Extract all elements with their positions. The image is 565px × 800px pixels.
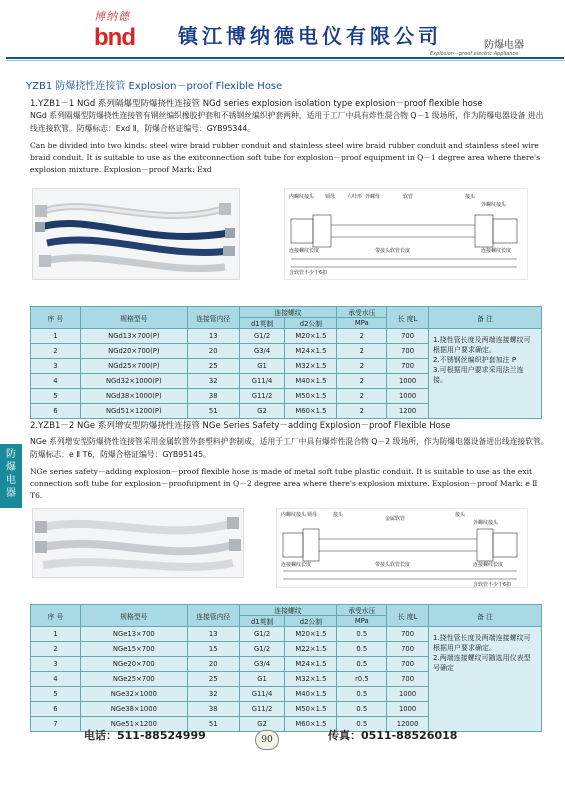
cell-seq: 1	[31, 627, 81, 642]
cell-d1: G1/2	[239, 329, 285, 344]
cell-mpa: 0.5	[337, 627, 387, 642]
table-row	[31, 627, 542, 642]
cell-dia: 32	[187, 687, 239, 702]
cell-len: 1000	[387, 374, 429, 389]
part2-paragraph-cn: NGe 系列增安型防爆挠性连接管采用金属软管外套塑料护套制成，适用于工厂中具有爆炸性混合物 Q－2 级场所，作为防爆电器设备进出线连接软管。防爆标志：e Ⅱ T6，防爆合格证编号：GYB95145。	[30, 437, 549, 459]
cell-len: 700	[387, 359, 429, 374]
header-divider-thin	[6, 60, 564, 61]
th-length: 长 度L	[387, 307, 429, 329]
drawing-label: 连接螺纹长度	[481, 248, 512, 254]
cell-d1: G11/4	[239, 374, 285, 389]
drawing-label: 内螺纹接头	[281, 512, 307, 518]
th-pressure-unit: MPa	[337, 318, 387, 329]
cell-dia: 25	[187, 672, 239, 687]
drawing-label: 外螺母	[365, 194, 381, 200]
drawing-label: 外螺纹接头	[481, 202, 507, 208]
drawing-label: 带接头软管长度	[375, 562, 411, 568]
part1-remark: 1.挠性管长度及两端连接螺纹可根据用户要求确定。 2.不锈钢丝编织护套加注 P 3.可根据用户要求采用法兰连接。	[428, 329, 541, 419]
cell-len: 700	[387, 672, 429, 687]
logo-text: bnd	[94, 24, 135, 51]
cell-d2: M50×1.5	[285, 389, 337, 404]
cell-len: 1200	[387, 404, 429, 419]
cell-d1: G1	[239, 672, 285, 687]
th-pressure-unit: MPa	[337, 616, 387, 627]
th-d2: d2公制	[285, 318, 337, 329]
cell-dia: 25	[187, 359, 239, 374]
cell-mpa: 2	[337, 344, 387, 359]
cell-mpa: 0.5	[337, 717, 387, 732]
cell-dia: 38	[187, 389, 239, 404]
th-thread: 连接螺纹	[239, 605, 337, 616]
drawing-label: 接头	[455, 512, 466, 518]
drawing-label: 接头	[333, 512, 344, 518]
cell-mpa: 0.5	[337, 642, 387, 657]
th-inner-dia: 连接管内径	[187, 605, 239, 627]
cell-model: NGd38×1000(P)	[80, 389, 187, 404]
part2-heading: 2.YZB1－2 NGe 系列增安型防爆挠性连接管 NGe Series Safety－adding Explosion－proof Flexible Hose	[30, 421, 451, 431]
cell-d2: M24×1.5	[285, 657, 337, 672]
part2-remark: 1.挠性管长度及两端连接螺纹可根据用户要求确定。 2.两端连接螺纹可随选用仪表型号确定	[428, 627, 541, 732]
cell-seq: 1	[31, 329, 81, 344]
cell-len: 700	[387, 344, 429, 359]
cell-seq: 3	[31, 359, 81, 374]
th-seq: 序 号	[31, 605, 81, 627]
part2-product-photo	[32, 508, 244, 578]
header-category: 防爆电器	[484, 40, 524, 51]
header-divider	[6, 57, 564, 59]
cell-dia: 13	[187, 329, 239, 344]
page-header	[0, 0, 565, 58]
cell-len: 700	[387, 642, 429, 657]
cell-mpa: 0.5	[337, 687, 387, 702]
cell-d1: G1/2	[239, 642, 285, 657]
cell-len: 700	[387, 627, 429, 642]
cell-seq: 5	[31, 389, 81, 404]
cell-model: NGe38×1000	[80, 702, 187, 717]
th-model: 规格型号	[80, 307, 187, 329]
cell-model: NGd20×700(P)	[80, 344, 187, 359]
cell-seq: 5	[31, 687, 81, 702]
part1-paragraph-cn: NGd 系列隔爆型防爆挠性连接管有钢丝编织橡胶护套和不锈钢丝编织护套两种，适用于工厂中具有炸性混合物 Q－1 级场所，作为防爆电器设备 进出线连接软管。防爆标志：Exd Ⅱ，防爆合格证编号：GYB95344。	[30, 111, 544, 133]
cell-d1: G11/4	[239, 687, 285, 702]
th-pressure: 承受水压	[337, 307, 387, 318]
section-title: YZB1 防爆挠性连接管 Explosion－proof Flexible Hose	[26, 81, 283, 92]
cell-d1: G1	[239, 359, 285, 374]
th-thread: 连接螺纹	[239, 307, 337, 318]
th-d1: d1英制	[239, 318, 285, 329]
cell-len: 12000	[387, 717, 429, 732]
cell-d2: M60×1.5	[285, 404, 337, 419]
cell-mpa: 2	[337, 404, 387, 419]
cell-d2: M32×1.5	[285, 672, 337, 687]
cell-dia: 51	[187, 717, 239, 732]
drawing-label: 含软管不少于6扣	[473, 582, 512, 588]
drawing-label: 连接螺纹长度	[281, 562, 312, 568]
cell-d1: G3/4	[239, 344, 285, 359]
cell-dia: 38	[187, 702, 239, 717]
cell-len: 1000	[387, 687, 429, 702]
drawing-label: 六叶形	[347, 194, 363, 200]
cell-mpa: 0.5	[337, 657, 387, 672]
page-number: 90	[255, 730, 279, 750]
cell-d1: G11/2	[239, 702, 285, 717]
drawing-label: 带接头软管长度	[375, 248, 411, 254]
cell-seq: 4	[31, 672, 81, 687]
cell-dia: 15	[187, 642, 239, 657]
cell-model: NGe32×1000	[80, 687, 187, 702]
logo-script-text: 博纳德	[94, 10, 130, 23]
company-name: 镇江博纳德电仪有限公司	[178, 24, 442, 48]
cell-seq: 6	[31, 702, 81, 717]
header-category-en: Explosion－proof electric Appliance	[430, 51, 519, 57]
cell-model: NGe20×700	[80, 657, 187, 672]
cell-seq: 4	[31, 374, 81, 389]
cell-mpa: 0.5	[337, 702, 387, 717]
footer-phone: 电话：511-88524999	[84, 729, 206, 742]
part2-spec-table	[30, 604, 542, 732]
company-logo	[94, 8, 158, 52]
th-d2: d2公制	[285, 616, 337, 627]
cell-d2: M40×1.5	[285, 374, 337, 389]
cell-model: NGe13×700	[80, 627, 187, 642]
drawing-label: 含软管不少于6扣	[289, 270, 328, 276]
cell-dia: 20	[187, 344, 239, 359]
part1-technical-drawing	[284, 188, 528, 280]
cell-d2: M24×1.5	[285, 344, 337, 359]
th-model: 规格型号	[80, 605, 187, 627]
cell-model: NGd32×1000(P)	[80, 374, 187, 389]
cell-d1: G2	[239, 404, 285, 419]
cell-len: 700	[387, 657, 429, 672]
cell-dia: 32	[187, 374, 239, 389]
cell-seq: 7	[31, 717, 81, 732]
drawing-label: 外螺纹接头	[473, 520, 499, 526]
side-tab-label: 防爆电器	[6, 449, 16, 499]
cell-len: 700	[387, 329, 429, 344]
cell-model: NGe15×700	[80, 642, 187, 657]
drawing-label: 锁母	[307, 512, 318, 518]
cell-model: NGd51×1200(P)	[80, 404, 187, 419]
cell-model: NGe25×700	[80, 672, 187, 687]
cell-model: NGd25×700(P)	[80, 359, 187, 374]
cell-d1: G1/2	[239, 627, 285, 642]
drawing-label: 软管	[403, 194, 414, 200]
th-inner-dia: 连接管内径	[187, 307, 239, 329]
cell-len: 1000	[387, 702, 429, 717]
th-d1: d1英制	[239, 616, 285, 627]
cell-dia: 13	[187, 627, 239, 642]
cell-model: NGd13×700(P)	[80, 329, 187, 344]
cell-mpa: 2	[337, 329, 387, 344]
th-seq: 序 号	[31, 307, 81, 329]
part1-product-photo	[32, 188, 240, 280]
part2-paragraph-en: NGe series safety－adding explosion－proof flexible hose is made of metal soft tube plastic conduit. It is suitable to use as the exit connection soft tube for explosion－proofuipment in Q－2 degree area where there's explosion mixture. Explosion－proof Mark: e Ⅱ T6.	[30, 467, 538, 500]
part1-heading: 1.YZB1－1 NGd 系列隔爆型防爆挠性连接管 NGd series explosion isolation type explosion－proof flexible hose	[30, 99, 483, 109]
drawing-label: 连接螺纹长度	[289, 248, 320, 254]
cell-dia: 51	[187, 404, 239, 419]
cell-d2: M50×1.5	[285, 702, 337, 717]
cell-d2: M22×1.5	[285, 642, 337, 657]
cell-d2: M60×1.5	[285, 717, 337, 732]
part1-spec-table	[30, 306, 542, 419]
cell-model: NGe51×1200	[80, 717, 187, 732]
cell-mpa: 2	[337, 374, 387, 389]
part2-technical-drawing	[276, 508, 528, 588]
cell-mpa: 2	[337, 359, 387, 374]
side-category-tab	[0, 444, 22, 508]
cell-seq: 3	[31, 657, 81, 672]
cell-d2: M40×1.5	[285, 687, 337, 702]
footer-fax: 传真：0511-88526018	[328, 729, 458, 742]
cell-seq: 2	[31, 642, 81, 657]
cell-len: 1000	[387, 389, 429, 404]
cell-dia: 20	[187, 657, 239, 672]
cell-d1: G3/4	[239, 657, 285, 672]
cell-d2: M20×1.5	[285, 627, 337, 642]
cell-d2: M20×1.5	[285, 329, 337, 344]
th-remark: 备 注	[428, 307, 541, 329]
drawing-label: 金属软管	[385, 516, 406, 522]
cell-seq: 2	[31, 344, 81, 359]
drawing-label: 连接螺纹长度	[473, 562, 504, 568]
cell-d1: G11/2	[239, 389, 285, 404]
drawing-label: 锁母	[325, 194, 336, 200]
th-remark: 备 注	[428, 605, 541, 627]
cell-mpa: 2	[337, 389, 387, 404]
th-pressure: 承受水压	[337, 605, 387, 616]
cell-d2: M32×1.5	[285, 359, 337, 374]
part1-paragraph-en: Can be divided into two kinds: steel wire braid rubber conduit and stainless steel wire braid rubber conduit and stainless steel wire braid conduit. It is suitable to use as the exitconnection soft tube for explosion－proof equipment in Q－1 degree area where there's explosion mixture. Explosion－proof Mark: Exd	[30, 141, 541, 174]
table-row	[31, 329, 542, 344]
cell-seq: 6	[31, 404, 81, 419]
cell-d1: G2	[239, 717, 285, 732]
cell-mpa: r0.5	[337, 672, 387, 687]
drawing-label: 内螺纹接头	[289, 194, 315, 200]
drawing-label: 接头	[465, 194, 476, 200]
th-length: 长 度L	[387, 605, 429, 627]
